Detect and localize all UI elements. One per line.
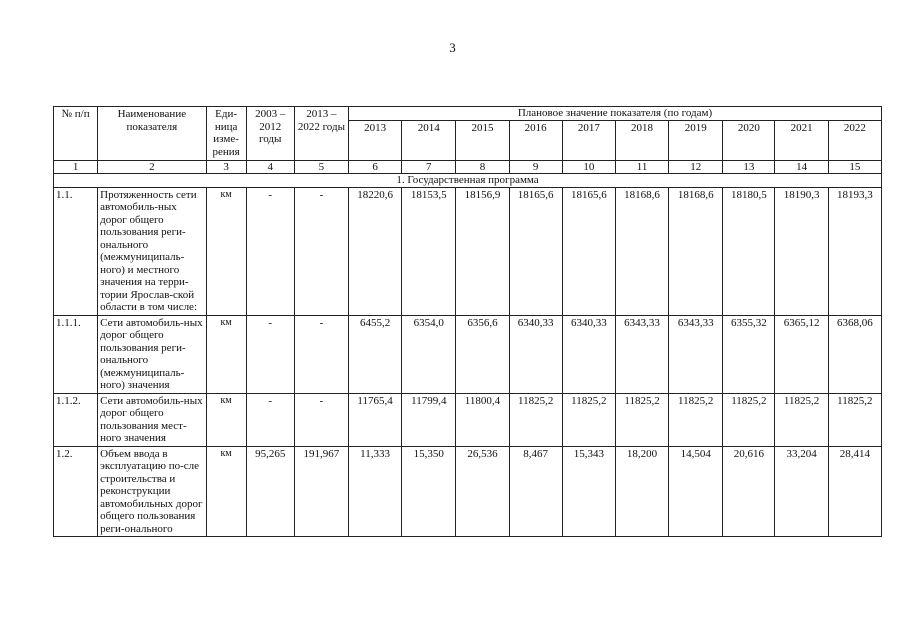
row-value: 6340,33 bbox=[509, 315, 562, 393]
row-value: 11825,2 bbox=[509, 393, 562, 446]
row-period-2: - bbox=[294, 393, 348, 446]
header-year: 2014 bbox=[402, 120, 456, 160]
row-period-1: - bbox=[246, 315, 294, 393]
row-value: 18165,6 bbox=[562, 187, 615, 315]
header-year: 2013 bbox=[349, 120, 402, 160]
header-year: 2016 bbox=[509, 120, 562, 160]
row-name: Объем ввода в эксплуатацию по-сле строительства и реконструкции автомобильных дорог общего пользования реги-онального bbox=[98, 446, 206, 537]
row-period-1: 95,265 bbox=[246, 446, 294, 537]
header-no: № п/п bbox=[54, 107, 98, 161]
row-value: 15,350 bbox=[402, 446, 456, 537]
header-year: 2021 bbox=[775, 120, 828, 160]
row-unit: км bbox=[206, 446, 246, 537]
table-row bbox=[54, 393, 882, 446]
row-value: 33,204 bbox=[775, 446, 828, 537]
row-value: 28,414 bbox=[828, 446, 881, 537]
row-number: 1.1.1. bbox=[54, 315, 98, 393]
header-unit: Еди-ница изме-рения bbox=[206, 107, 246, 161]
row-value: 18190,3 bbox=[775, 187, 828, 315]
row-value: 26,536 bbox=[456, 446, 509, 537]
row-value: 18168,6 bbox=[669, 187, 723, 315]
row-value: 11825,2 bbox=[828, 393, 881, 446]
row-name: Сети автомобиль-ных дорог общего пользования мест-ного значения bbox=[98, 393, 206, 446]
column-number: 8 bbox=[456, 160, 509, 174]
row-unit: км bbox=[206, 393, 246, 446]
column-number: 4 bbox=[246, 160, 294, 174]
column-number: 7 bbox=[402, 160, 456, 174]
row-value: 6368,06 bbox=[828, 315, 881, 393]
header-year: 2019 bbox=[669, 120, 723, 160]
column-number: 13 bbox=[723, 160, 775, 174]
table-row bbox=[54, 315, 882, 393]
header-plan: Плановое значение показателя (по годам) bbox=[349, 107, 882, 121]
row-number: 1.1.2. bbox=[54, 393, 98, 446]
column-number: 9 bbox=[509, 160, 562, 174]
column-number: 15 bbox=[828, 160, 881, 174]
column-number: 6 bbox=[349, 160, 402, 174]
row-value: 6354,0 bbox=[402, 315, 456, 393]
row-value: 6365,12 bbox=[775, 315, 828, 393]
row-name: Протяженность сети автомобиль-ных дорог общего пользования реги-онального (межмуниципаль-ного) и местного значения на терри-тории Ярослав-ской области в том числе: bbox=[98, 187, 206, 315]
row-value: 18220,6 bbox=[349, 187, 402, 315]
row-value: 11825,2 bbox=[562, 393, 615, 446]
row-value: 18165,6 bbox=[509, 187, 562, 315]
table-row bbox=[54, 187, 882, 315]
column-number: 14 bbox=[775, 160, 828, 174]
row-value: 11800,4 bbox=[456, 393, 509, 446]
row-value: 6343,33 bbox=[615, 315, 668, 393]
section-row bbox=[54, 174, 882, 188]
row-value: 18168,6 bbox=[615, 187, 668, 315]
row-period-1: - bbox=[246, 393, 294, 446]
row-number: 1.1. bbox=[54, 187, 98, 315]
row-value: 6355,32 bbox=[723, 315, 775, 393]
header-year: 2022 bbox=[828, 120, 881, 160]
row-value: 11765,4 bbox=[349, 393, 402, 446]
column-number: 12 bbox=[669, 160, 723, 174]
row-value: 15,343 bbox=[562, 446, 615, 537]
row-value: 6356,6 bbox=[456, 315, 509, 393]
row-number: 1.2. bbox=[54, 446, 98, 537]
column-number: 1 bbox=[54, 160, 98, 174]
row-value: 11799,4 bbox=[402, 393, 456, 446]
row-value: 11825,2 bbox=[775, 393, 828, 446]
indicators-table bbox=[53, 106, 882, 537]
row-period-1: - bbox=[246, 187, 294, 315]
row-value: 11825,2 bbox=[669, 393, 723, 446]
header-period-1: 2003 – 2012 годы bbox=[246, 107, 294, 161]
row-name: Сети автомобиль-ных дорог общего пользования реги-онального (межмуниципаль-ного) значения bbox=[98, 315, 206, 393]
row-value: 18180,5 bbox=[723, 187, 775, 315]
row-value: 20,616 bbox=[723, 446, 775, 537]
column-number: 3 bbox=[206, 160, 246, 174]
header-period-2: 2013 – 2022 годы bbox=[294, 107, 348, 161]
header-year: 2020 bbox=[723, 120, 775, 160]
row-period-2: - bbox=[294, 315, 348, 393]
row-value: 8,467 bbox=[509, 446, 562, 537]
section-title: 1. Государственная программа bbox=[54, 174, 882, 188]
row-value: 18156,9 bbox=[456, 187, 509, 315]
table-row bbox=[54, 446, 882, 537]
header-name: Наименование показателя bbox=[98, 107, 206, 161]
header-year: 2017 bbox=[562, 120, 615, 160]
header-year: 2018 bbox=[615, 120, 668, 160]
row-value: 14,504 bbox=[669, 446, 723, 537]
row-unit: км bbox=[206, 187, 246, 315]
column-number-row bbox=[54, 160, 882, 174]
header-row bbox=[54, 107, 882, 121]
header-year: 2015 bbox=[456, 120, 509, 160]
page-number: 3 bbox=[449, 40, 456, 55]
row-value: 6343,33 bbox=[669, 315, 723, 393]
column-number: 11 bbox=[615, 160, 668, 174]
column-number: 10 bbox=[562, 160, 615, 174]
column-number: 5 bbox=[294, 160, 348, 174]
row-value: 6455,2 bbox=[349, 315, 402, 393]
row-value: 18153,5 bbox=[402, 187, 456, 315]
row-value: 18,200 bbox=[615, 446, 668, 537]
row-unit: км bbox=[206, 315, 246, 393]
row-value: 18193,3 bbox=[828, 187, 881, 315]
row-value: 11825,2 bbox=[723, 393, 775, 446]
row-period-2: 191,967 bbox=[294, 446, 348, 537]
row-value: 11825,2 bbox=[615, 393, 668, 446]
column-number: 2 bbox=[98, 160, 206, 174]
row-value: 11,333 bbox=[349, 446, 402, 537]
row-value: 6340,33 bbox=[562, 315, 615, 393]
row-period-2: - bbox=[294, 187, 348, 315]
